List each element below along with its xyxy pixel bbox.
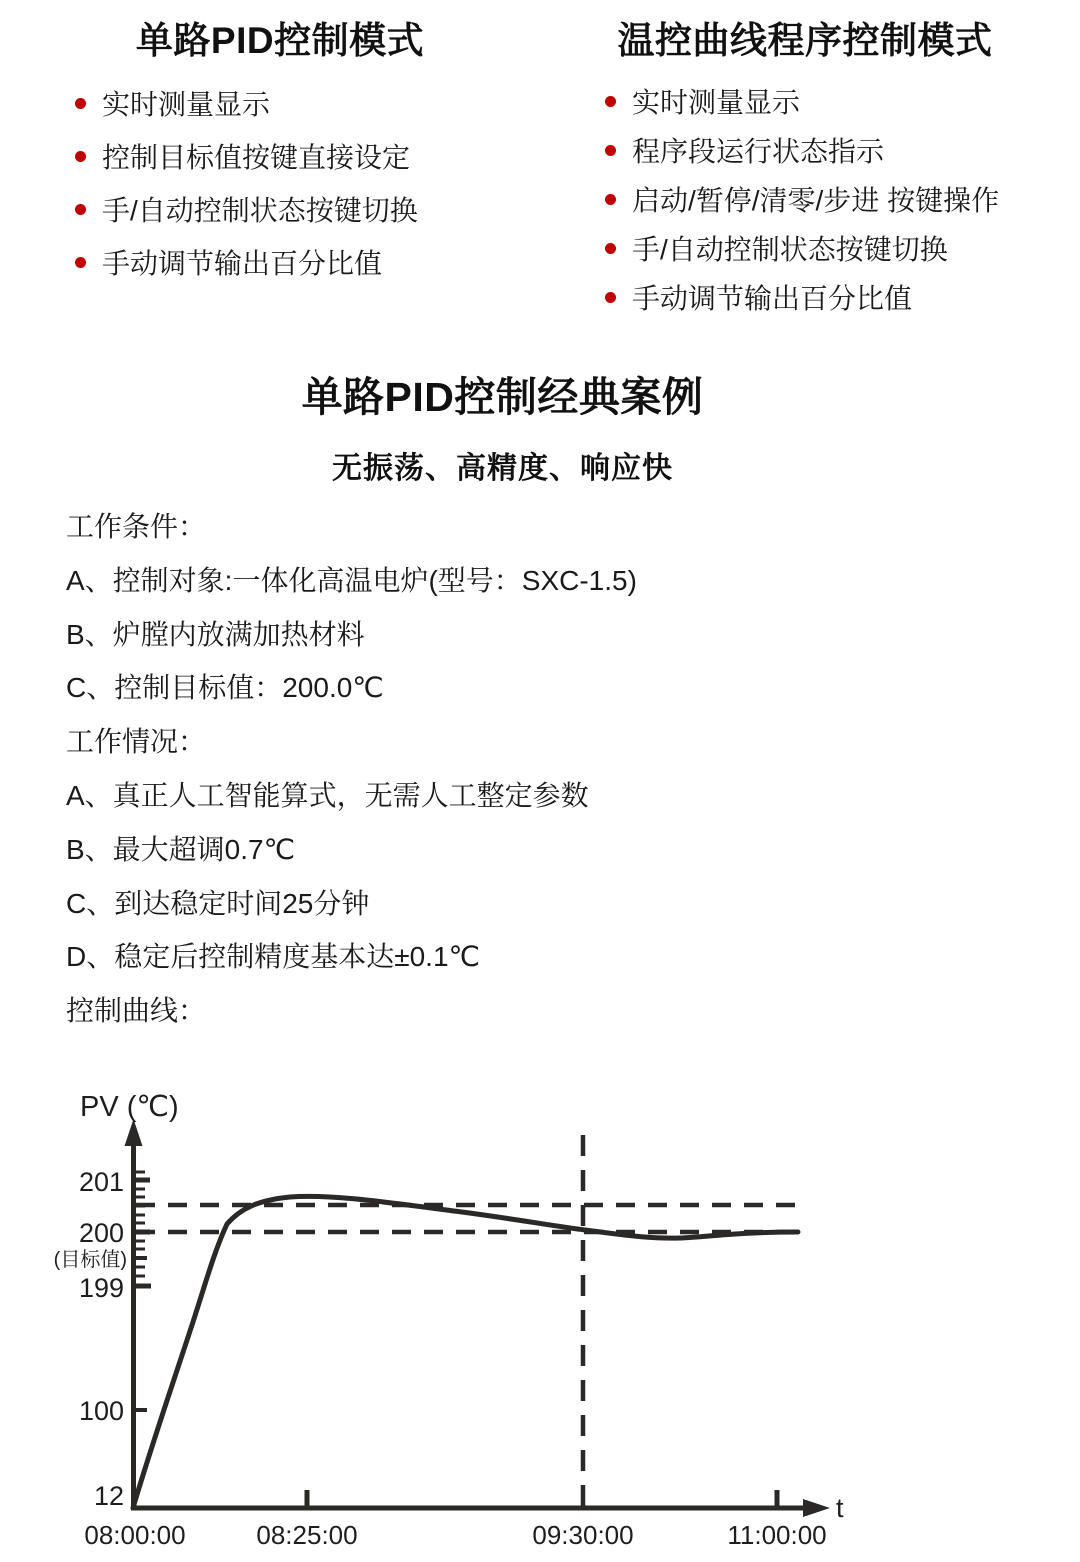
list-item xyxy=(590,282,1020,312)
x-axis-arrow-icon xyxy=(803,1499,830,1517)
list-item-label: 实时测量显示 xyxy=(632,87,801,118)
y-tick-label-200: 200 xyxy=(78,1218,124,1248)
bullet-icon xyxy=(75,257,86,268)
list-item-label: 控制目标值按键直接设定 xyxy=(102,142,411,173)
program-mode-title: 温控曲线程序控制模式 xyxy=(617,20,993,61)
body-line: 工作条件： xyxy=(66,511,207,542)
pv-curve xyxy=(133,1196,798,1508)
x-ticks xyxy=(307,1490,777,1506)
body-line: C、到达稳定时间25分钟 xyxy=(66,887,370,919)
body-line: B、炉膛内放满加热材料 xyxy=(66,618,365,650)
x-tick-label-1100: 11:00:00 xyxy=(727,1520,827,1550)
list-item-label: 程序段运行状态指示 xyxy=(632,136,885,167)
single-pid-mode-list xyxy=(60,88,500,277)
case-study-subtitle: 无振荡、高精度、响应快 xyxy=(332,452,673,485)
list-item-label: 手/自动控制状态按键切换 xyxy=(102,195,418,226)
list-item xyxy=(590,135,1020,165)
y-axis-label: PV (℃) xyxy=(80,1091,179,1123)
body-line: C、控制目标值：200.0℃ xyxy=(66,672,384,704)
y-tick-label-12: 12 xyxy=(93,1481,124,1511)
y-axis xyxy=(125,1119,152,1510)
list-item xyxy=(590,86,1020,116)
list-item xyxy=(590,233,1020,263)
target-value-note: (目标值) xyxy=(53,1249,127,1271)
body-line: B、最大超调0.7℃ xyxy=(66,833,296,865)
program-mode-section xyxy=(590,10,1020,331)
body-line: 工作情况： xyxy=(66,726,207,758)
list-item xyxy=(60,88,500,118)
single-pid-mode-section xyxy=(60,10,500,300)
bullet-icon xyxy=(605,292,616,303)
control-curve-chart xyxy=(0,1080,1080,1562)
case-study-body xyxy=(66,500,637,1038)
bullet-icon xyxy=(605,96,616,107)
bullet-icon xyxy=(75,98,86,109)
list-item xyxy=(60,141,500,171)
x-axis xyxy=(131,1490,830,1517)
bullet-icon xyxy=(605,194,616,205)
list-item-label: 启动/暂停/清零/步进 按键操作 xyxy=(632,185,1000,216)
body-line: 控制曲线： xyxy=(66,995,207,1027)
list-item xyxy=(60,247,500,277)
y-axis-arrow-icon xyxy=(125,1119,143,1146)
y-medium-ticks xyxy=(136,1258,147,1410)
bullet-icon xyxy=(75,151,86,162)
bullet-icon xyxy=(75,204,86,215)
x-axis-label: t xyxy=(836,1493,844,1523)
y-tick-label-199: 199 xyxy=(78,1273,124,1303)
list-item xyxy=(590,184,1020,214)
case-study-header xyxy=(0,364,1005,487)
bullet-icon xyxy=(605,145,616,156)
y-tick-label-201: 201 xyxy=(78,1167,124,1197)
list-item-label: 实时测量显示 xyxy=(102,89,271,120)
case-study-title: 单路PID控制经典案例 xyxy=(301,374,704,420)
program-mode-list xyxy=(590,86,1020,312)
body-line: A、控制对象:一体化高温电炉(型号：SXC-1.5) xyxy=(66,564,637,596)
list-item-label: 手动调节输出百分比值 xyxy=(102,248,383,279)
body-line: D、稳定后控制精度基本达±0.1℃ xyxy=(66,941,480,973)
body-line: A、真正人工智能算式，无需人工整定参数 xyxy=(66,779,589,811)
list-item-label: 手/自动控制状态按键切换 xyxy=(632,234,948,265)
x-tick-label-0930: 09:30:00 xyxy=(532,1520,634,1550)
x-tick-label-0825: 08:25:00 xyxy=(256,1520,358,1550)
bullet-icon xyxy=(605,243,616,254)
x-tick-label-0800: 08:00:00 xyxy=(84,1520,186,1550)
y-tick-label-100: 100 xyxy=(78,1396,124,1426)
single-pid-mode-title: 单路PID控制模式 xyxy=(135,20,425,61)
y-minor-ticks xyxy=(136,1172,145,1276)
list-item-label: 手动调节输出百分比值 xyxy=(632,283,913,314)
list-item xyxy=(60,194,500,224)
